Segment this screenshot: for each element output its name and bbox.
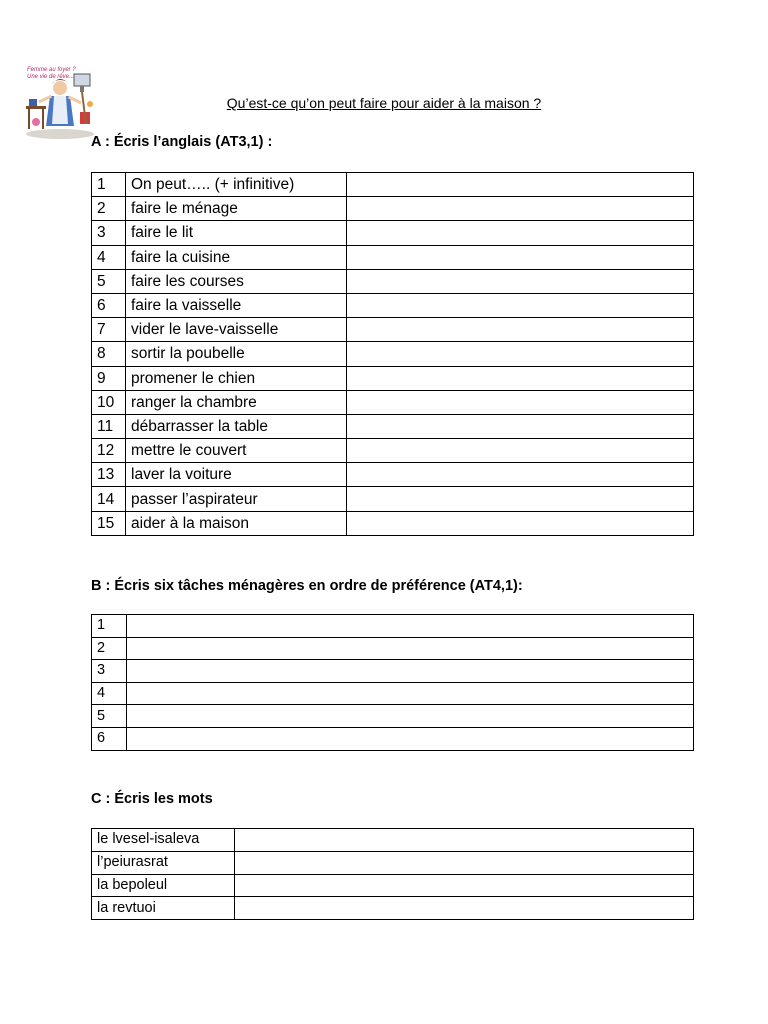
scrambled-word: la revtuoi [92, 897, 235, 920]
row-number: 6 [92, 293, 126, 317]
table-row [92, 414, 694, 438]
row-number: 15 [92, 511, 126, 535]
section-c-table [91, 828, 694, 920]
row-number: 3 [92, 221, 126, 245]
table-row [92, 487, 694, 511]
table-row [92, 221, 694, 245]
row-number: 14 [92, 487, 126, 511]
table-row [92, 173, 694, 197]
row-number: 7 [92, 318, 126, 342]
unscrambled-answer-cell[interactable] [235, 897, 694, 920]
table-row [92, 245, 694, 269]
english-answer-cell[interactable] [347, 221, 694, 245]
unscrambled-answer-cell[interactable] [235, 874, 694, 897]
scrambled-word: la bepoleul [92, 874, 235, 897]
table-row [92, 293, 694, 317]
french-phrase: ranger la chambre [126, 390, 347, 414]
table-row [92, 318, 694, 342]
row-number: 5 [92, 705, 127, 728]
english-answer-cell[interactable] [347, 245, 694, 269]
row-number: 10 [92, 390, 126, 414]
table-row [92, 682, 694, 705]
english-answer-cell[interactable] [347, 366, 694, 390]
table-row [92, 390, 694, 414]
english-answer-cell[interactable] [347, 390, 694, 414]
french-phrase: passer l’aspirateur [126, 487, 347, 511]
row-number: 12 [92, 439, 126, 463]
row-number: 2 [92, 637, 127, 660]
chore-answer-cell[interactable] [127, 705, 694, 728]
row-number: 13 [92, 463, 126, 487]
table-row [92, 829, 694, 852]
english-answer-cell[interactable] [347, 414, 694, 438]
table-row [92, 727, 694, 750]
section-a-table [91, 172, 694, 536]
table-row [92, 705, 694, 728]
english-answer-cell[interactable] [347, 342, 694, 366]
table-row [92, 511, 694, 535]
unscrambled-answer-cell[interactable] [235, 829, 694, 852]
table-row [92, 851, 694, 874]
row-number: 1 [92, 173, 126, 197]
table-row [92, 439, 694, 463]
row-number: 5 [92, 269, 126, 293]
english-answer-cell[interactable] [347, 463, 694, 487]
french-phrase: faire le lit [126, 221, 347, 245]
french-phrase: laver la voiture [126, 463, 347, 487]
chore-answer-cell[interactable] [127, 727, 694, 750]
unscrambled-answer-cell[interactable] [235, 851, 694, 874]
row-number: 3 [92, 660, 127, 683]
table-row [92, 342, 694, 366]
english-answer-cell[interactable] [347, 439, 694, 463]
logo-caption-line2: Une vie de rêve... [27, 74, 75, 80]
english-answer-cell[interactable] [347, 511, 694, 535]
scrambled-word: le lvesel-isaleva [92, 829, 235, 852]
table-row [92, 463, 694, 487]
french-phrase: faire les courses [126, 269, 347, 293]
french-phrase: vider le lave-vaisselle [126, 318, 347, 342]
row-number: 2 [92, 197, 126, 221]
table-row [92, 897, 694, 920]
section-b-table [91, 614, 694, 751]
table-row [92, 366, 694, 390]
row-number: 8 [92, 342, 126, 366]
french-phrase: sortir la poubelle [126, 342, 347, 366]
english-answer-cell[interactable] [347, 197, 694, 221]
section-a-heading: A : Écris l’anglais (AT3,1) : [91, 134, 273, 150]
french-phrase: promener le chien [126, 366, 347, 390]
row-number: 6 [92, 727, 127, 750]
logo-caption-line1: Femme au foyer ? [27, 67, 76, 73]
row-number: 11 [92, 414, 126, 438]
french-phrase: faire la cuisine [126, 245, 347, 269]
table-row [92, 197, 694, 221]
french-phrase: mettre le couvert [126, 439, 347, 463]
english-answer-cell[interactable] [347, 269, 694, 293]
french-phrase: faire la vaisselle [126, 293, 347, 317]
row-number: 9 [92, 366, 126, 390]
english-answer-cell[interactable] [347, 487, 694, 511]
english-answer-cell[interactable] [347, 293, 694, 317]
row-number: 4 [92, 245, 126, 269]
french-phrase: débarrasser la table [126, 414, 347, 438]
table-row [92, 874, 694, 897]
chore-answer-cell[interactable] [127, 615, 694, 638]
scrambled-word: l’peiurasrat [92, 851, 235, 874]
chore-answer-cell[interactable] [127, 660, 694, 683]
english-answer-cell[interactable] [347, 318, 694, 342]
logo-caption [27, 67, 76, 81]
section-b-heading: B : Écris six tâches ménagères en ordre de préférence (AT4,1): [91, 578, 523, 594]
french-phrase: faire le ménage [126, 197, 347, 221]
table-row [92, 615, 694, 638]
french-phrase: On peut….. (+ infinitive) [126, 173, 347, 197]
row-number: 4 [92, 682, 127, 705]
section-c-heading: C : Écris les mots [91, 791, 213, 807]
table-row [92, 637, 694, 660]
page-title: Qu’est-ce qu’on peut faire pour aider à la maison ? [226, 95, 542, 111]
table-row [92, 660, 694, 683]
chore-answer-cell[interactable] [127, 682, 694, 705]
french-phrase: aider à la maison [126, 511, 347, 535]
row-number: 1 [92, 615, 127, 638]
table-row [92, 269, 694, 293]
english-answer-cell[interactable] [347, 173, 694, 197]
chore-answer-cell[interactable] [127, 637, 694, 660]
